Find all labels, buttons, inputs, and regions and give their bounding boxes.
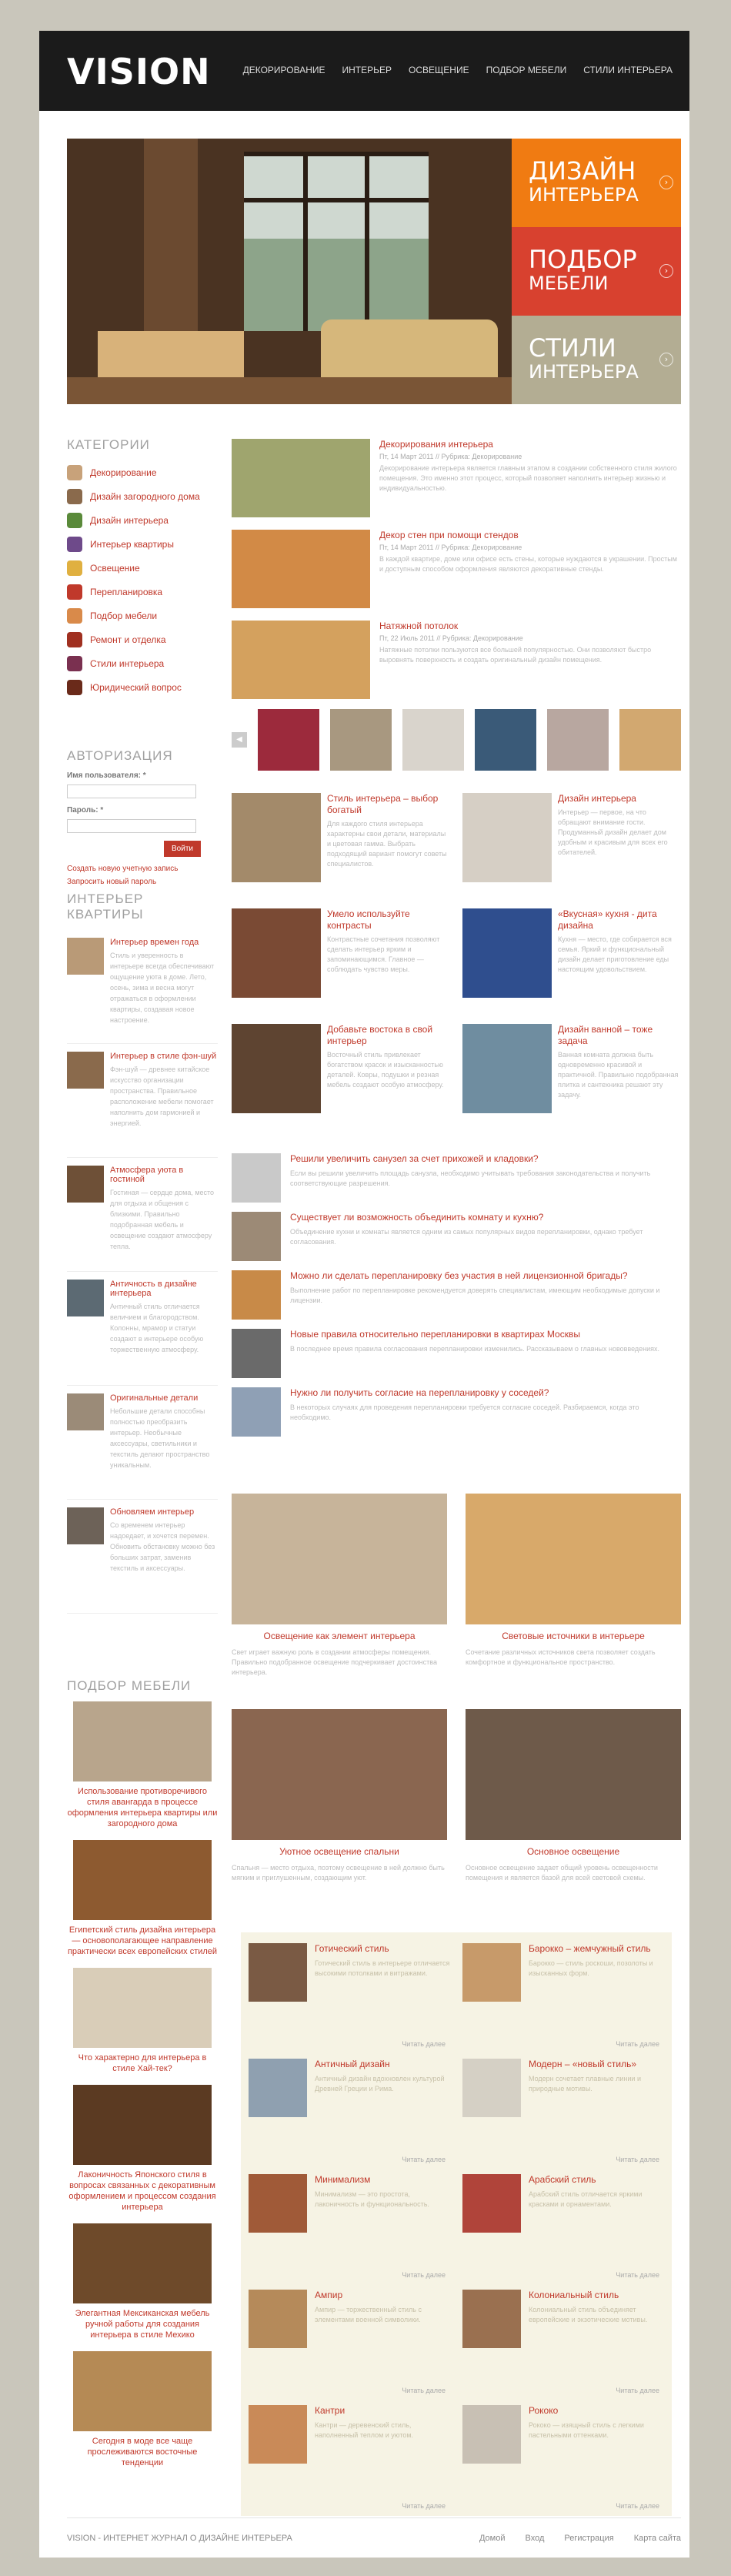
style-title[interactable]: Минимализм (315, 2174, 371, 2185)
username-input[interactable] (67, 785, 196, 798)
item-text: Гостиная — сердце дома, место для отдыха и общения с близкими. Правильно подобранная мебель и освещение создают атмосферу тепла. (110, 1189, 215, 1250)
lighting-article (232, 1709, 447, 1883)
tile-article (232, 793, 450, 882)
lighting-title[interactable]: Уютное освещение спальни (279, 1846, 399, 1857)
qa-image[interactable] (232, 1270, 281, 1320)
category-icon (67, 465, 82, 480)
item-text: Стиль и уверенность в интерьере всегда обеспечивают ощущение уюта в доме. Лето, осень, зима и весна могут отражаться в оформлении квартиры, создавая новое настроение. (110, 952, 215, 1024)
promo-design-line2: ИНТЕРЬЕРА (529, 184, 639, 206)
lighting-title[interactable]: Основное освещение (526, 1846, 620, 1857)
page (39, 31, 689, 2558)
category-icon (67, 608, 82, 624)
read-more-link[interactable]: Читать далее (616, 2156, 659, 2163)
category-icon (67, 632, 82, 647)
article-title[interactable]: Натяжной потолок (379, 621, 459, 631)
article-meta: Пт, 22 Июль 2011 // Рубрика: Декорирование (379, 634, 523, 642)
read-more-link[interactable]: Читать далее (402, 2040, 446, 2048)
footer-nav (479, 2534, 681, 2543)
item-text: Со временем интерьер надоедает, и хочется перемен. Обновить обстановку можно без больших затрат, заменив текстиль и аксессуары. (110, 1521, 215, 1572)
lighting-text: Свет играет важную роль в создании атмосферы помещения. Правильно подобранное освещение подчеркивает достоинства интерьера. (232, 1648, 437, 1676)
categories-heading: КАТЕГОРИИ (67, 437, 150, 452)
hero-image (67, 139, 512, 404)
style-image[interactable] (249, 2059, 307, 2117)
style-item (462, 2290, 664, 2405)
qa-title[interactable]: Существует ли возможность объединить комнату и кухню? (290, 1212, 544, 1223)
style-image[interactable] (462, 2405, 521, 2464)
style-image[interactable] (249, 2405, 307, 2464)
style-item (462, 2405, 664, 2521)
category-label: Стили интерьера (90, 657, 165, 669)
category-item[interactable] (67, 460, 218, 484)
nav-furniture[interactable]: ПОДБОР МЕБЕЛИ (486, 65, 567, 75)
read-more-link[interactable]: Читать далее (616, 2271, 659, 2279)
carousel-thumb[interactable] (475, 709, 536, 771)
item-thumbnail[interactable] (67, 1166, 104, 1203)
category-label: Подбор мебели (90, 610, 158, 621)
read-more-link[interactable]: Читать далее (616, 2502, 659, 2510)
style-image[interactable] (462, 1943, 521, 2002)
room-illustration (67, 139, 512, 404)
read-more-link[interactable]: Читать далее (402, 2271, 446, 2279)
carousel-thumb[interactable] (619, 709, 681, 771)
tile-article (462, 793, 681, 882)
header (39, 31, 689, 111)
qa-text: Объединение кухни и комнаты является одним из самых популярных видов перепланировки, однако требует согласования. (290, 1228, 643, 1246)
promo-design-line1: ДИЗАЙН (529, 156, 636, 186)
category-item[interactable] (67, 556, 218, 580)
lighting-image[interactable] (466, 1494, 681, 1624)
promo-furniture-line1: ПОДБОР (529, 245, 637, 274)
interior-item (67, 1158, 218, 1272)
tile-image[interactable] (462, 908, 552, 998)
login-button[interactable]: Войти (164, 841, 201, 857)
promo-furniture-line2: МЕБЕЛИ (529, 273, 609, 294)
qa-item (232, 1212, 681, 1270)
item-title[interactable]: Оригинальные детали (110, 1393, 199, 1403)
article-item (232, 524, 681, 614)
footer-link-login[interactable]: Вход (525, 2533, 545, 2543)
style-item (249, 2290, 450, 2405)
read-more-link[interactable]: Читать далее (616, 2387, 659, 2394)
style-text: Кантри — деревенский стиль, наполненный теплом и уютом. (315, 2421, 414, 2439)
style-title[interactable]: Готический стиль (315, 1943, 389, 1954)
interior-item (67, 1386, 218, 1500)
style-title[interactable]: Рококо (529, 2405, 559, 2416)
item-caption[interactable]: Лаконичность Японского стиля в вопросах связанных с декоративным оформлением и процессом создания интерьера (68, 2170, 216, 2212)
promo-furniture[interactable] (512, 227, 681, 316)
qa-item (232, 1270, 681, 1329)
nav-styles[interactable]: СТИЛИ ИНТЕРЬЕРА (583, 65, 673, 75)
qa-text: В некоторых случаях для проведения перепланировки требуется согласие соседей. Разбираемся, когда это необходимо. (290, 1403, 639, 1421)
article-title[interactable]: Декор стен при помощи стендов (379, 530, 519, 540)
item-caption[interactable]: Египетский стиль дизайна интерьера — основополагающее направление практически всех европейских стилей (67, 1925, 218, 1956)
article-text: Декорирование интерьера является главным этапом в создании собственного стиля жилого помещения. Это именно этот процесс, который позволяет наполнить интерьер жизнью и индивидуальностью. (379, 464, 677, 492)
promo-styles-line2: ИНТЕРЬЕРА (529, 361, 639, 383)
item-image (73, 1840, 212, 1920)
promo-styles-line1: СТИЛИ (529, 333, 616, 363)
style-image[interactable] (462, 2290, 521, 2348)
footer-link-register[interactable]: Регистрация (564, 2533, 614, 2543)
style-title[interactable]: Колониальный стиль (529, 2290, 619, 2300)
item-thumbnail[interactable] (67, 938, 104, 975)
category-item[interactable] (67, 508, 218, 532)
style-text: Минимализм — это простота, лаконичность и функциональность. (315, 2190, 429, 2208)
carousel-thumb[interactable] (330, 709, 392, 771)
password-label: Пароль: * (67, 806, 104, 815)
qa-item (232, 1153, 681, 1212)
tile-article (462, 1024, 681, 1113)
lighting-text: Спальня — место отдыха, поэтому освещение в ней должно быть мягким и приглушенным, создающим уют. (232, 1864, 445, 1882)
interior-item (67, 930, 218, 1044)
category-label: Дизайн загородного дома (90, 490, 200, 502)
image-carousel (232, 708, 681, 772)
style-item (249, 2174, 450, 2290)
interior-item (67, 1044, 218, 1158)
category-icon (67, 537, 82, 552)
chevron-left-icon[interactable]: ◀ (232, 732, 247, 748)
style-image[interactable] (462, 2059, 521, 2117)
arrow-right-icon: › (659, 176, 673, 189)
article-image[interactable] (232, 530, 370, 608)
style-text: Рококо — изящный стиль с легкими пастельными оттенками. (529, 2421, 644, 2439)
category-icon (67, 584, 82, 600)
item-thumbnail[interactable] (67, 1280, 104, 1316)
category-icon (67, 513, 82, 528)
password-input[interactable] (67, 819, 196, 833)
furniture-item[interactable] (67, 1840, 218, 1957)
username-label: Имя пользователя: * (67, 771, 146, 780)
qa-image[interactable] (232, 1153, 281, 1203)
tile-image[interactable] (462, 1024, 552, 1113)
footer-title: VISION - ИНТЕРНЕТ ЖУРНАЛ О ДИЗАЙНЕ ИНТЕРЬЕРА (67, 2533, 292, 2543)
article-text: В каждой квартире, доме или офисе есть стены, которые нуждаются в украшении. Простым и доступным способом оформления являются декоративные стенды. (379, 555, 677, 573)
tile-text: Контрастные сочетания позволяют сделать интерьер ярким и запоминающимся. Главное — соблюдать чувство меры. (327, 935, 440, 973)
tile-title[interactable]: Дизайн интерьера (558, 793, 636, 804)
arrow-right-icon: › (659, 264, 673, 278)
read-more-link[interactable]: Читать далее (402, 2156, 446, 2163)
style-image[interactable] (249, 2174, 307, 2233)
item-caption[interactable]: Использование противоречивого стиля авангарда в процессе оформления интерьера квартиры или загородного дома (67, 1787, 218, 1828)
interior-block (67, 892, 218, 1614)
furniture-item[interactable] (67, 1701, 218, 1829)
category-list (67, 460, 218, 699)
item-image (73, 2085, 212, 2165)
item-image (73, 1968, 212, 2048)
category-item[interactable] (67, 580, 218, 604)
style-text: Колониальный стиль объединяет европейские и экзотические мотивы. (529, 2306, 648, 2323)
nav-lighting[interactable]: ОСВЕЩЕНИЕ (409, 65, 469, 75)
lighting-text: Основное освещение задает общий уровень освещенности помещения и является базой для всей световой схемы. (466, 1864, 658, 1882)
category-icon (67, 489, 82, 504)
category-label: Ремонт и отделка (90, 634, 166, 645)
item-title[interactable]: Обновляем интерьер (110, 1507, 195, 1517)
style-text: Ампир — торжественный стиль с элементами военной символики. (315, 2306, 422, 2323)
tile-text: Для каждого стиля интерьера характерны свои детали, материалы и цветовая гамма. Выбрать подходящий вариант помогут советы специалистов. (327, 820, 447, 868)
style-text: Модерн сочетает плавные линии и природные мотивы. (529, 2075, 641, 2093)
carousel-thumb[interactable] (402, 709, 464, 771)
furniture-item[interactable] (67, 2223, 218, 2340)
article-item (232, 433, 681, 524)
styles-block (241, 1932, 672, 2516)
promo-styles[interactable] (512, 316, 681, 404)
tile-text: Кухня — место, где собирается вся семья. Яркий и функциональный дизайн делает приготовление еды настоящим удовольствием. (558, 935, 672, 973)
item-title[interactable]: Интерьер времен года (110, 938, 199, 947)
item-thumbnail[interactable] (67, 1052, 104, 1089)
categories-block (67, 437, 218, 699)
style-title[interactable]: Барокко – жемчужный стиль (529, 1943, 651, 1954)
tile-title[interactable]: Дизайн ванной – тоже задача (558, 1024, 653, 1046)
qa-text: Если вы решили увеличить площадь санузла, необходимо учитывать требования законодательства и получить соответствующие разрешения. (290, 1169, 651, 1187)
lighting-article (466, 1709, 681, 1883)
tile-article (232, 1024, 450, 1113)
category-label: Перепланировка (90, 586, 163, 597)
style-text: Античный дизайн вдохновлен культурой Древней Греции и Рима. (315, 2075, 445, 2093)
tile-text: Интерьер — первое, на что обращают внимание гости. Продуманный дизайн делает дом удобным и красивым для всех его обитателей. (558, 808, 668, 856)
qa-item (232, 1387, 681, 1446)
category-item[interactable] (67, 532, 218, 556)
tile-article (462, 908, 681, 998)
furniture-item[interactable] (67, 1968, 218, 2074)
item-text: Античный стиль отличается величием и благородством. Колонны, мрамор и статуи создают в интерьере особую торжественную атмосферу. (110, 1303, 204, 1353)
article-title[interactable]: Декорирования интерьера (379, 439, 493, 450)
style-item (249, 1943, 450, 2059)
style-item (249, 2405, 450, 2521)
qa-image[interactable] (232, 1387, 281, 1437)
style-title[interactable]: Арабский стиль (529, 2174, 596, 2185)
style-item (462, 1943, 664, 2059)
style-item (462, 2174, 664, 2290)
style-title[interactable]: Ампир (315, 2290, 343, 2300)
qa-text: Выполнение работ по перепланировке рекомендуется доверять специалистам, имеющим необходимые допуски и лицензии. (290, 1286, 660, 1304)
article-meta: Пт, 14 Март 2011 // Рубрика: Декорирование (379, 453, 522, 460)
tile-image[interactable] (232, 908, 321, 998)
category-label: Юридический вопрос (90, 681, 182, 693)
tile-title[interactable]: Стиль интерьера – выбор богатый (327, 793, 439, 815)
read-more-link[interactable]: Читать далее (616, 2040, 659, 2048)
style-title[interactable]: Кантри (315, 2405, 345, 2416)
style-image[interactable] (249, 2290, 307, 2348)
category-label: Декорирование (90, 467, 157, 478)
auth-block (67, 748, 218, 886)
lighting-article (466, 1494, 681, 1668)
style-text: Арабский стиль отличается яркими красками и орнаментами. (529, 2190, 643, 2208)
tile-text: Восточный стиль привлекает богатством красок и изысканностью деталей. Ковры, подушки и резная мебель создают особую атмосферу. (327, 1051, 444, 1089)
furniture-item[interactable] (67, 2085, 218, 2213)
tile-title[interactable]: «Вкусная» кухня - дита дизайна (558, 908, 657, 931)
category-label: Освещение (90, 562, 140, 574)
lighting-image[interactable] (466, 1709, 681, 1840)
item-title[interactable]: Атмосфера уюта в гостиной (110, 1166, 184, 1184)
tile-title[interactable]: Умело используйте контрасты (327, 908, 410, 931)
style-image[interactable] (249, 1943, 307, 2002)
style-item (462, 2059, 664, 2174)
tile-image[interactable] (462, 793, 552, 882)
qa-item (232, 1329, 681, 1387)
style-item (249, 2059, 450, 2174)
item-title[interactable]: Интерьер в стиле фэн-шуй (110, 1052, 217, 1061)
category-item[interactable] (67, 675, 218, 699)
lighting-title[interactable]: Световые источники в интерьере (502, 1631, 645, 1641)
item-text: Небольшие детали способны полностью преобразить интерьер. Необычные аксессуары, светильники и текстиль делают пространство уникальным. (110, 1407, 210, 1469)
item-title[interactable]: Античность в дизайне интерьера (110, 1280, 197, 1298)
promo-design[interactable] (512, 139, 681, 227)
item-text: Фэн-шуй — древнее китайское искусство организации пространства. Правильное расположение мебели помогает наполнить дом гармонией и энергией. (110, 1066, 214, 1127)
qa-title[interactable]: Новые правила относительно перепланировки в квартирах Москвы (290, 1329, 580, 1340)
qa-image[interactable] (232, 1212, 281, 1261)
article-image[interactable] (232, 621, 370, 699)
category-item[interactable] (67, 627, 218, 651)
auth-heading: АВТОРИЗАЦИЯ (67, 748, 173, 763)
forgot-password-link[interactable]: Запросить новый пароль (67, 878, 157, 886)
style-image[interactable] (462, 2174, 521, 2233)
footer-link-sitemap[interactable]: Карта сайта (633, 2533, 681, 2543)
category-item[interactable] (67, 651, 218, 675)
lighting-text: Сочетание различных источников света позволяет создать комфортное и функциональное пространство. (466, 1648, 656, 1666)
lighting-title[interactable]: Освещение как элемент интерьера (263, 1631, 416, 1641)
register-link[interactable]: Создать новую учетную запись (67, 865, 179, 873)
qa-title[interactable]: Решили увеличить санузел за счет прихожей и кладовки? (290, 1153, 539, 1164)
furniture-item[interactable] (67, 2351, 218, 2468)
item-image (73, 2223, 212, 2303)
style-title[interactable]: Античный дизайн (315, 2059, 390, 2069)
carousel-thumb[interactable] (258, 709, 319, 771)
logo[interactable]: VISION (67, 51, 211, 92)
arrow-right-icon: › (659, 353, 673, 366)
furniture-block (67, 1678, 218, 2479)
lighting-article (232, 1494, 447, 1678)
tile-image[interactable] (232, 1024, 321, 1113)
interior-heading: ИНТЕРЬЕР КВАРТИРЫ (67, 892, 144, 922)
item-thumbnail[interactable] (67, 1507, 104, 1544)
article-item (232, 614, 681, 705)
category-item[interactable] (67, 604, 218, 627)
item-caption[interactable]: Элегантная Мексиканская мебель ручной работы для создания интерьера в стиле Мехико (75, 2309, 210, 2340)
footer-link-home[interactable]: Домой (479, 2533, 506, 2543)
interior-item (67, 1272, 218, 1386)
lighting-image[interactable] (232, 1709, 447, 1840)
furniture-heading: ПОДБОР МЕБЕЛИ (67, 1678, 192, 1693)
category-label: Интерьер квартиры (90, 538, 174, 550)
item-caption[interactable]: Что характерно для интерьера в стиле Хай-тек? (78, 2053, 207, 2073)
item-thumbnail[interactable] (67, 1393, 104, 1430)
category-icon (67, 560, 82, 576)
category-item[interactable] (67, 484, 218, 508)
interior-item (67, 1500, 218, 1614)
main-nav (243, 65, 673, 75)
read-more-link[interactable]: Читать далее (402, 2502, 446, 2510)
promo-blocks (512, 139, 681, 404)
category-label: Дизайн интерьера (90, 514, 169, 526)
tile-image[interactable] (232, 793, 321, 882)
qa-image[interactable] (232, 1329, 281, 1378)
article-image[interactable] (232, 439, 370, 517)
qa-title[interactable]: Нужно ли получить согласие на перепланировку у соседей? (290, 1387, 549, 1398)
style-title[interactable]: Модерн – «новый стиль» (529, 2059, 636, 2069)
tile-title[interactable]: Добавьте востока в свой интерьер (327, 1024, 433, 1046)
item-image (73, 2351, 212, 2431)
style-text: Готический стиль в интерьере отличается высокими потолками и витражами. (315, 1959, 450, 1977)
qa-list (232, 1153, 681, 1446)
read-more-link[interactable]: Читать далее (402, 2387, 446, 2394)
article-meta: Пт, 14 Март 2011 // Рубрика: Декорирование (379, 544, 522, 551)
tile-article (232, 908, 450, 998)
nav-interior[interactable]: ИНТЕРЬЕР (342, 65, 392, 75)
style-text: Барокко — стиль роскоши, позолоты и изысканных форм. (529, 1959, 653, 1977)
item-caption[interactable]: Сегодня в моде все чаще прослеживаются восточные тенденции (87, 2437, 198, 2467)
article-text: Натяжные потолки пользуются все большей популярностью. Они позволяют быстро выровнять поверхность и создать оригинальный дизайн помещения. (379, 646, 652, 664)
qa-title[interactable]: Можно ли сделать перепланировку без участия в ней лицензионной бригады? (290, 1270, 628, 1281)
footer (67, 2517, 681, 2558)
lighting-image[interactable] (232, 1494, 447, 1624)
nav-decor[interactable]: ДЕКОРИРОВАНИЕ (242, 65, 325, 75)
qa-text: В последнее время правила согласования перепланировки изменились. Рассказываем о главных нововведениях. (290, 1345, 660, 1353)
tile-text: Ванная комната должна быть одновременно красивой и практичной. Правильно подобранная плитка и сантехника решают эту задачу. (558, 1051, 679, 1099)
carousel-thumb[interactable] (547, 709, 609, 771)
category-icon (67, 680, 82, 695)
item-image (73, 1701, 212, 1781)
top-articles (232, 433, 681, 705)
category-icon (67, 656, 82, 671)
